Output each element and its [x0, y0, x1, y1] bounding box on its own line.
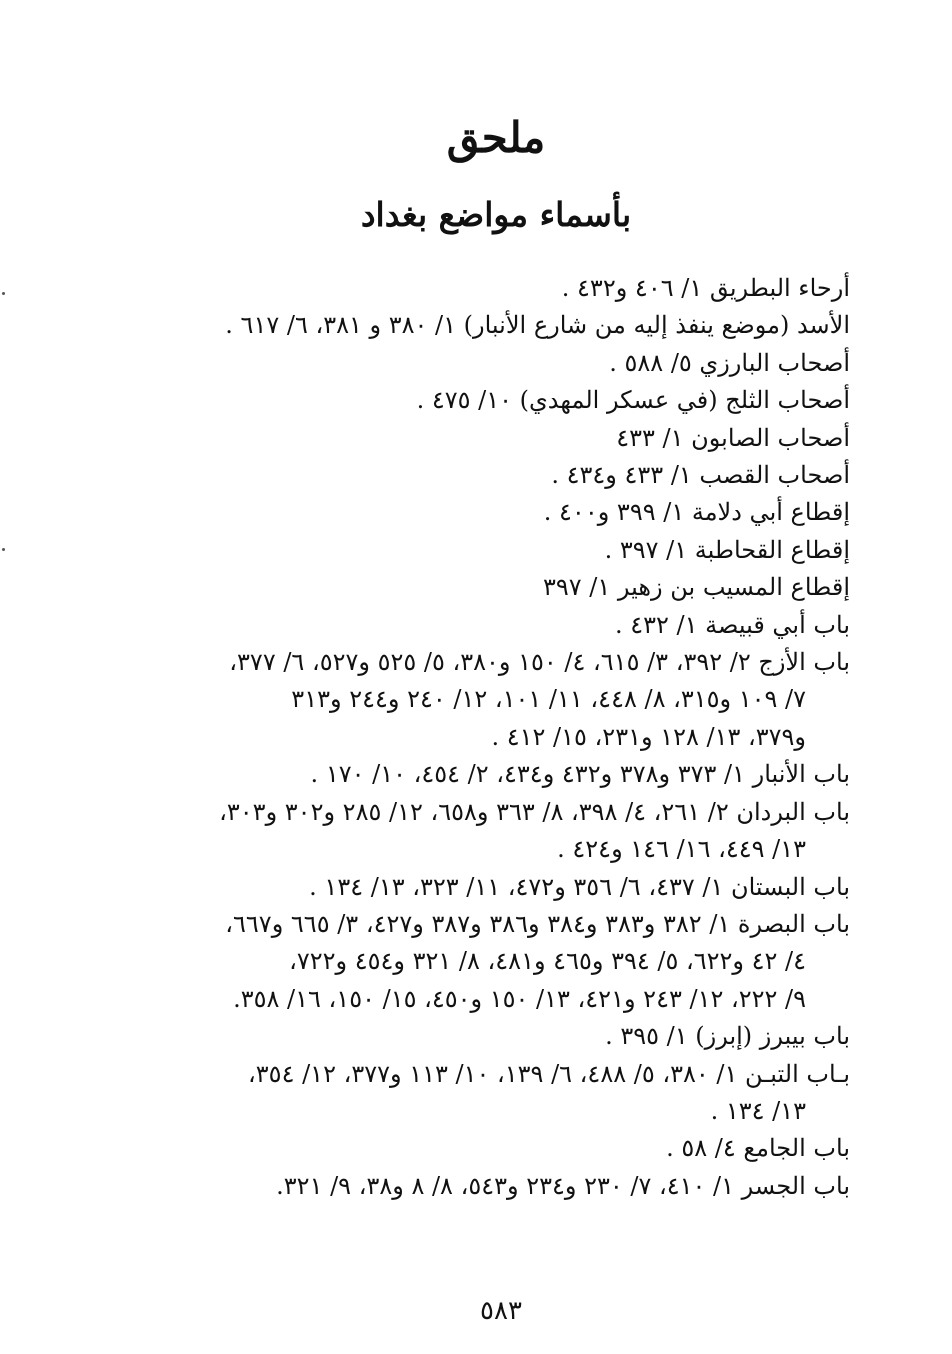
index-entry: أصحاب القصب ١/ ٤٣٣ و٤٣٤ .: [551, 461, 850, 490]
index-entry: الأسد (موضع ينفذ إليه من شارع الأنبار) ١/ ٣٨٠ و ٣٨١، ٦/ ٦١٧ .: [225, 311, 850, 340]
index-entry: أرحاء البطريق ١/ ٤٠٦ و٤٣٢ .: [561, 274, 850, 302]
index-entry-continuation: و٣٧٩، ١٣/ ١٢٨ و٢٣١، ١٥/ ٤١٢ .: [491, 722, 806, 751]
index-entry-continuation: ٧/ ١٠٩ و٣١٥، ٨/ ٤٤٨، ١١/ ١٠١، ١٢/ ٢٤٠ و٢٤٤ و٣١٣: [291, 685, 806, 714]
index-entry: باب الأزج ٢/ ٣٩٢، ٣/ ٦١٥، ٤/ ١٥٠ و٣٨٠، ٥/ ٥٢٥ و٥٢٧، ٦/ ٣٧٧،: [229, 648, 850, 677]
place-index-list: [120, 270, 850, 1205]
index-entry-continuation: ١٣/ ١٣٤ .: [710, 1096, 806, 1125]
index-entry: باب البردان ٢/ ٢٦١، ٤/ ٣٩٨، ٨/ ٣٦٣ و٦٥٨، ١٢/ ٢٨٥ و٣٠٢ و٣٠٣،: [219, 797, 850, 826]
page-title: ملحق: [446, 113, 546, 162]
index-entry: باب الأنبار ١/ ٣٧٣ و٣٧٨ و٤٣٢ و٤٣٤، ٢/ ٤٥٤، ١٠/ ١٧٠ .: [310, 760, 850, 789]
index-entry-continuation: ٩/ ٢٢٢، ١٢/ ٢٤٣ و٤٢١، ١٣/ ١٥٠ و٤٥٠، ١٥/ ١٥٠، ١٦/ ٣٥٨.: [233, 984, 806, 1013]
scan-speck: [2, 548, 5, 551]
index-entry: أصحاب البارزي ٥/ ٥٨٨ .: [609, 348, 850, 377]
index-entry: إقطاع القحاطبة ١/ ٣٩٧ .: [604, 535, 850, 564]
page-subtitle: بأسماء مواضع بغداد: [360, 195, 632, 234]
index-entry-continuation: ١٣/ ٤٤٩، ١٦/ ١٤٦ و٤٢٤ .: [557, 835, 806, 864]
index-entry: باب بيبرز (إبرز) ١/ ٣٩٥ .: [605, 1022, 850, 1051]
index-entry-continuation: ٤/ ٤٢ و٦٢٢، ٥/ ٣٩٤ و٤٦٥ و٤٨١، ٨/ ٣٢١ و٤٥٤ و٧٢٢،: [289, 947, 806, 976]
index-entry: باب أبي قبيصة ١/ ٤٣٢ .: [614, 610, 850, 639]
index-entry: باب الجامع ٤/ ٥٨ .: [666, 1134, 850, 1163]
page-number: ٥٨٣: [480, 1296, 522, 1326]
index-entry: إقطاع أبي دلامة ١/ ٣٩٩ و٤٠٠ .: [543, 498, 850, 527]
index-entry: باب البستان ١/ ٤٣٧، ٦/ ٣٥٦ و٤٧٢، ١١/ ٣٢٣، ١٣/ ١٣٤ .: [309, 872, 850, 901]
scan-speck: [2, 292, 5, 295]
index-entry: إقطاع المسيب بن زهير ١/ ٣٩٧: [542, 573, 850, 602]
index-entry: أصحاب الثلج (في عسكر المهدي) ١٠/ ٤٧٥ .: [416, 386, 850, 415]
index-entry: أصحاب الصابون ١/ ٤٣٣: [616, 423, 850, 452]
index-entry: باب البصرة ١/ ٣٨٢ و٣٨٣ و٣٨٤ و٣٨٦ و٣٨٧ و٤٢٧، ٣/ ٦٦٥ و٦٦٧،: [225, 909, 850, 938]
index-entry: باب الجسر ١/ ٤١٠، ٧/ ٢٣٠ و٢٣٤ و٥٤٣، ٨/ ٨ و٣٨، ٩/ ٣٢١.: [276, 1171, 850, 1200]
index-entry: بـاب التبـن ١/ ٣٨٠، ٥/ ٤٨٨، ٦/ ١٣٩، ١٠/ ١١٣ و٣٧٧، ١٢/ ٣٥٤،: [248, 1059, 850, 1088]
